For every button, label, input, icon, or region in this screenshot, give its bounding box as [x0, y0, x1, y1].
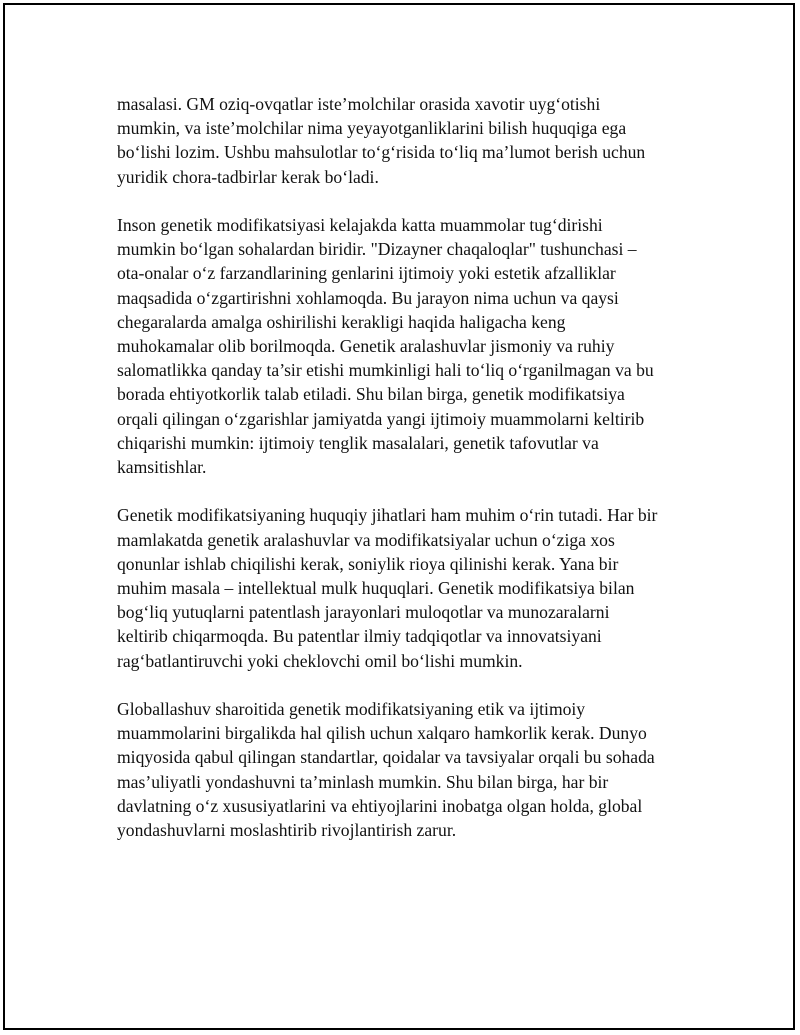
text-line: keltirib chiqarmoqda. Bu patentlar ilmiy tadqiqotlar va innovatsiyani [117, 626, 602, 647]
text-line: mumkin, va iste’molchilar nima yeyayotganliklarini bilish huquqiga ega [117, 118, 627, 139]
text-line: borada ehtiyotkorlik talab etiladi. Shu bilan birga, genetik modifikatsiya [117, 384, 625, 405]
text-line: Inson genetik modifikatsiyasi kelajakda katta muammolar tug‘dirishi [117, 215, 603, 235]
text-line: chegaralarda amalga oshirilishi kerakligi haqida haligacha keng [117, 311, 566, 332]
text-line: yuridik chora-tadbirlar kerak bo‘ladi. [117, 166, 379, 187]
text-line: kamsitishlar. [117, 457, 207, 478]
paragraph-3 [117, 503, 697, 672]
text-line: qonunlar ishlab chiqilishi kerak, soniylik rioya qilinishi kerak. Yana bir [117, 553, 619, 574]
text-line: yondashuvlarni moslashtirib rivojlantirish zarur. [117, 820, 457, 841]
text-line: mamlakatda genetik aralashuvlar va modifikatsiyalar uchun o‘ziga xos [117, 529, 615, 550]
paragraph-1 [117, 92, 697, 189]
text-line: Genetik modifikatsiyaning huquqiy jihatlari ham muhim o‘rin tutadi. Har bir [117, 505, 658, 526]
text-line: mumkin bo‘lgan sohalardan biridir. "Dizayner chaqaloqlar" tushunchasi – [117, 239, 637, 260]
text-line: bog‘liq yutuqlarni patentlash jarayonlari muloqotlar va munozaralarni [117, 602, 610, 623]
text-line: masalasi. GM oziq-ovqatlar iste’molchilar orasida xavotir uyg‘otishi [117, 94, 601, 114]
text-line: salomatlikka qanday ta’sir etishi mumkinligi hali to‘liq o‘rganilmagan va bu [117, 360, 654, 381]
text-line: mas’uliyatli yondashuvni ta’minlash mumkin. Shu bilan birga, har bir [117, 771, 609, 792]
body-text [117, 92, 697, 866]
paragraph-4 [117, 697, 697, 842]
text-line: chiqarishi mumkin: ijtimoiy tenglik masalalari, genetik tafovutlar va [117, 432, 599, 453]
text-line: muhim masala – intellektual mulk huquqlari. Genetik modifikatsiya bilan [117, 578, 635, 599]
text-line: orqali qilingan o‘zgarishlar jamiyatda yangi ijtimoiy muammolarni keltirib [117, 408, 645, 429]
paragraph-2 [117, 213, 697, 479]
text-line: miqyosida qabul qilingan standartlar, qoidalar va tavsiyalar orqali bu sohada [117, 747, 655, 768]
text-line: ota-onalar o‘z farzandlarining genlarini ijtimoiy yoki estetik afzalliklar [117, 263, 616, 284]
text-line: davlatning o‘z xususiyatlarini va ehtiyojlarini inobatga olgan holda, global [117, 795, 643, 816]
text-line: bo‘lishi lozim. Ushbu mahsulotlar to‘g‘risida to‘liq ma’lumot berish uchun [117, 142, 646, 163]
text-line: muammolarini birgalikda hal qilish uchun xalqaro hamkorlik kerak. Dunyo [117, 723, 647, 744]
text-line: muhokamalar olib borilmoqda. Genetik aralashuvlar jismoniy va ruhiy [117, 336, 615, 357]
text-line: maqsadida o‘zgartirishni xohlamoqda. Bu jarayon nima uchun va qaysi [117, 287, 619, 308]
text-line: Globallashuv sharoitida genetik modifikatsiyaning etik va ijtimoiy [117, 699, 586, 720]
text-line: rag‘batlantiruvchi yoki cheklovchi omil bo‘lishi mumkin. [117, 650, 523, 671]
